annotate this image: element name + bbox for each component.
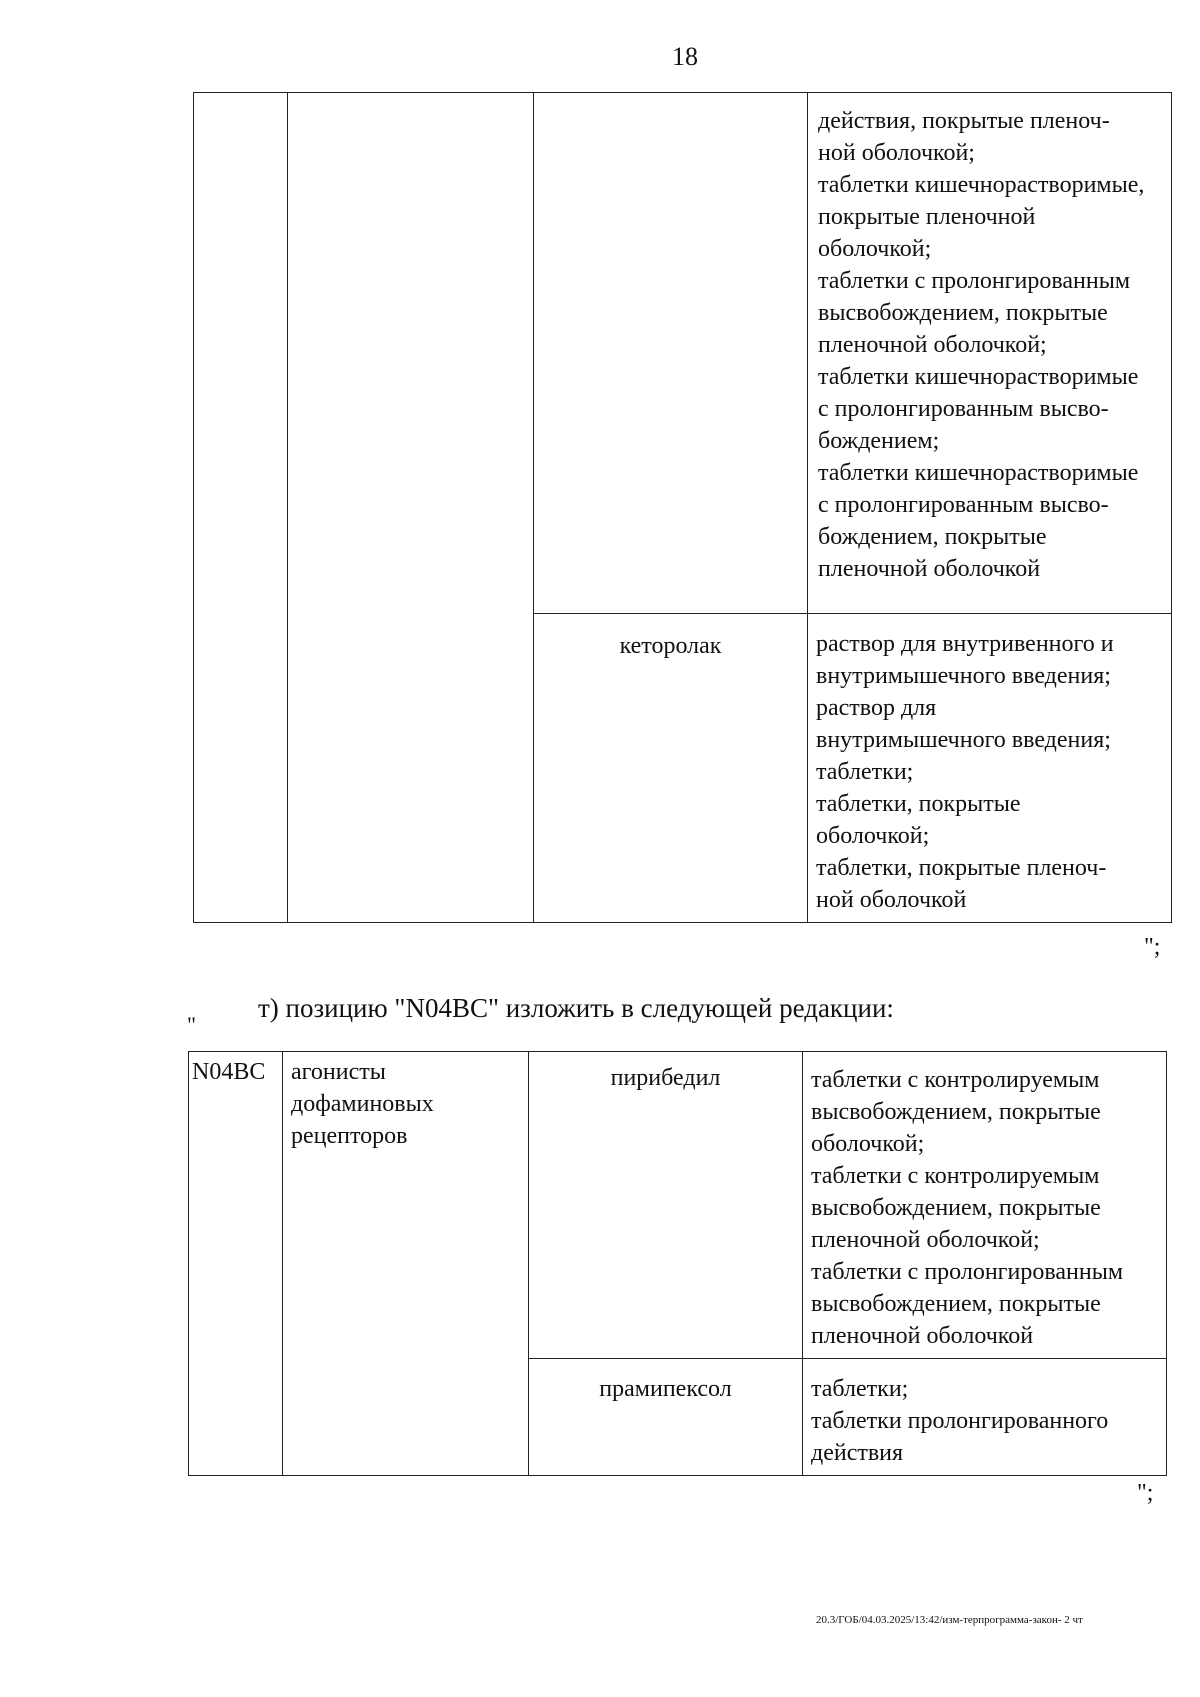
dosage-form-line: таблетки кишечнорастворимые [818, 364, 1139, 390]
drug-name-cell [534, 614, 808, 923]
dosage-form-line: оболочкой; [816, 823, 930, 849]
table-row [194, 93, 1172, 614]
dosage-form-line: внутримышечного введения; [816, 727, 1111, 753]
group-name-line: рецепторов [291, 1123, 408, 1149]
dosage-form-line: действия, покрытые пленоч- [818, 108, 1110, 134]
group-name-line: агонисты [291, 1059, 386, 1085]
page-number: 18 [672, 42, 698, 71]
closing-quote: "; [1144, 934, 1161, 960]
dosage-forms-cell [803, 1359, 1167, 1476]
dosage-form-line: таблетки, покрытые пленоч- [816, 855, 1107, 881]
code-cell [189, 1052, 283, 1476]
table-row [189, 1052, 1167, 1359]
dosage-form-line: раствор для внутривенного и [816, 631, 1114, 657]
dosage-form-line: пленочной оболочкой; [818, 332, 1047, 358]
drug-name: пирибедил [610, 1065, 721, 1091]
dosage-forms-cell [808, 93, 1172, 614]
instruction-text: т) позицию "N04BC" изложить в следующей редакции: [258, 993, 894, 1023]
dosage-form-line: ной оболочкой; [818, 140, 975, 166]
group-cell [288, 93, 534, 923]
group-name-line: дофаминовых [291, 1091, 434, 1117]
dosage-form-line: высвобождением, покрытые [811, 1195, 1101, 1221]
dosage-form-line: таблетки с контролируемым [811, 1067, 1100, 1093]
drug-name-cell [529, 1052, 803, 1359]
dosage-form-line: бождением, покрытые [818, 524, 1047, 550]
dosage-form-line: высвобождением, покрытые [818, 300, 1108, 326]
n04bc-table [188, 1051, 1167, 1476]
drug-name: кеторолак [619, 633, 722, 659]
dosage-form-line: таблетки пролонгированного [811, 1408, 1109, 1434]
drug-name-cell [534, 93, 808, 614]
dosage-form-line: с пролонгированным высво- [818, 492, 1109, 518]
dosage-form-line: таблетки кишечнорастворимые, [818, 172, 1145, 198]
document-footer: 20.3/ГОБ/04.03.2025/13:42/изм-терпрограмма-закон- 2 чт [816, 1614, 1083, 1626]
dosage-form-line: оболочкой; [818, 236, 932, 262]
dosage-forms-cell [808, 614, 1172, 923]
dosage-form-line: таблетки кишечнорастворимые [818, 460, 1139, 486]
dosage-form-line: пленочной оболочкой; [811, 1227, 1040, 1253]
dosage-form-line: с пролонгированным высво- [818, 396, 1109, 422]
dosage-form-line: таблетки, покрытые [816, 791, 1021, 817]
dosage-form-line: таблетки с пролонгированным [811, 1259, 1124, 1285]
dosage-form-line: таблетки с пролонгированным [818, 268, 1131, 294]
dosage-form-line: пленочной оболочкой [811, 1323, 1034, 1349]
continued-table [193, 92, 1172, 923]
group-cell [283, 1052, 529, 1476]
dosage-form-line: высвобождением, покрытые [811, 1291, 1101, 1317]
atc-code: N04BC [192, 1059, 266, 1085]
dosage-form-line: таблетки с контролируемым [811, 1163, 1100, 1189]
dosage-form-line: покрытые пленочной [818, 204, 1036, 230]
dosage-form-line: раствор для [816, 695, 937, 721]
drug-name: прамипексол [599, 1376, 732, 1402]
drug-name-cell [529, 1359, 803, 1476]
closing-quote: "; [1137, 1480, 1154, 1506]
dosage-form-line: таблетки; [816, 759, 914, 785]
code-cell [194, 93, 288, 923]
dosage-form-line: таблетки; [811, 1376, 909, 1402]
dosage-form-line: внутримышечного введения; [816, 663, 1111, 689]
dosage-form-line: высвобождением, покрытые [811, 1099, 1101, 1125]
opening-quote: " [187, 1012, 196, 1037]
dosage-form-line: бождением; [818, 428, 940, 454]
dosage-forms-cell [803, 1052, 1167, 1359]
dosage-form-line: действия [811, 1440, 904, 1466]
dosage-form-line: пленочной оболочкой [818, 556, 1041, 582]
dosage-form-line: оболочкой; [811, 1131, 925, 1157]
dosage-form-line: ной оболочкой [816, 887, 967, 913]
